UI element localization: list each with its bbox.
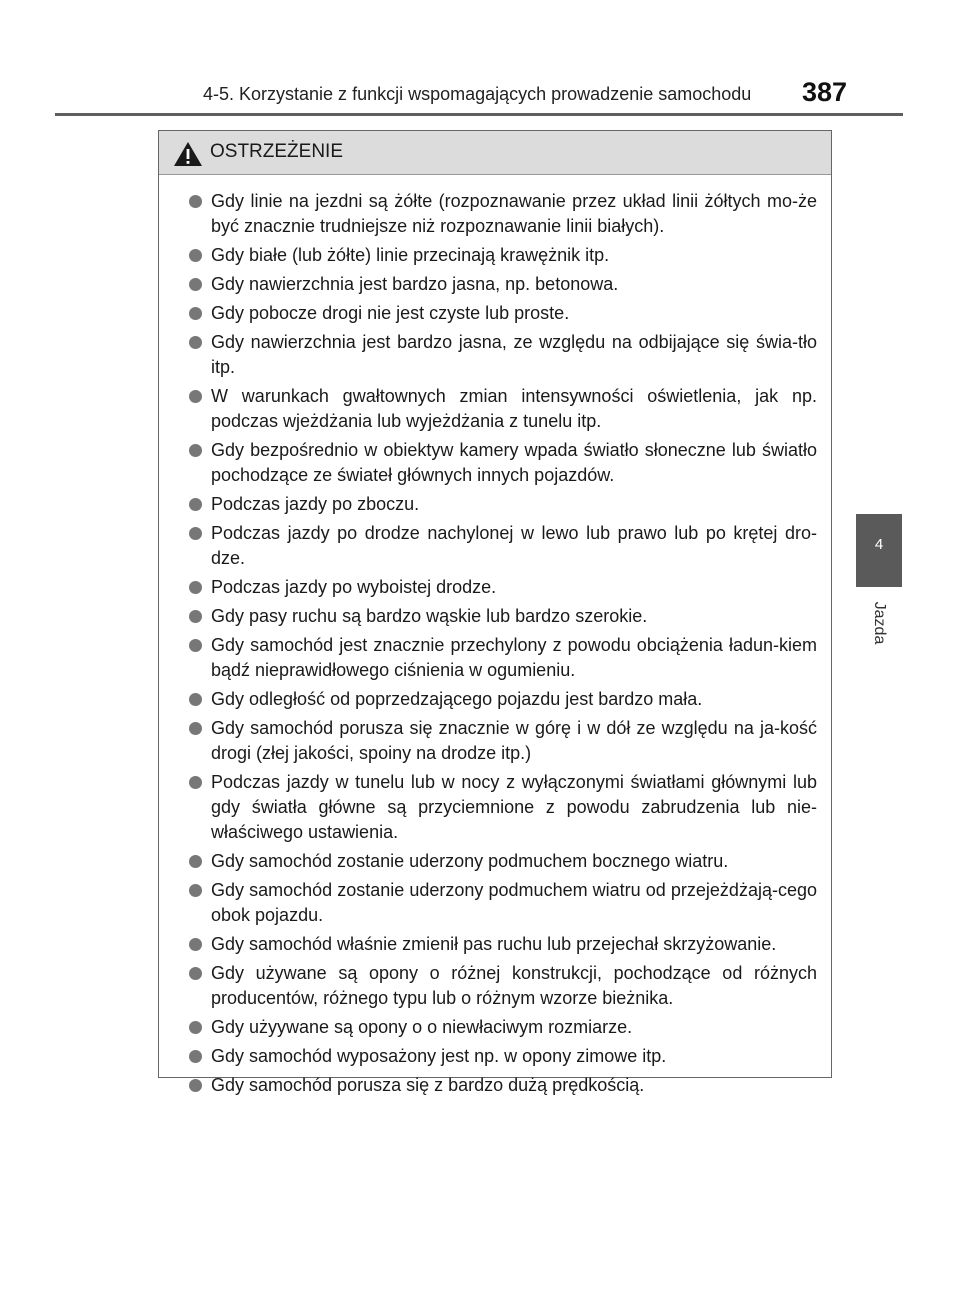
bullet-icon [189, 249, 202, 262]
list-item-text: Gdy używane są opony o różnej konstrukcji, pochodzące od różnych producentów, różnego typu lub o różnym wzorze bieżnika. [211, 963, 817, 1008]
bullet-icon [189, 307, 202, 320]
list-item [189, 1015, 817, 1040]
bullet-icon [189, 855, 202, 868]
list-item-text: Gdy bezpośrednio w obiektyw kamery wpada światło słoneczne lub światło pochodzące ze świateł głównych innych pojazdów. [211, 440, 817, 485]
list-item-text: Gdy nawierzchnia jest bardzo jasna, np. betonowa. [211, 274, 619, 294]
bullet-icon [189, 390, 202, 403]
bullet-icon [189, 195, 202, 208]
bullet-icon [189, 610, 202, 623]
warning-triangle-icon [173, 141, 203, 167]
list-item [189, 961, 817, 1011]
list-item [189, 272, 817, 297]
chapter-name: Jazda [871, 601, 888, 645]
list-item [189, 878, 817, 928]
list-item [189, 492, 817, 517]
list-item-text: Podczas jazdy po zboczu. [211, 494, 420, 514]
list-item-text: Gdy samochód porusza się znacznie w górę i w dół ze względu na ja-kość drogi (złej jakości, spoiny na drodze itp.) [211, 718, 817, 763]
list-item-text: Gdy samochód jest znacznie przechylony z powodu obciążenia ładun-kiem bądź nieprawidłowego ciśnienia w ogumieniu. [211, 635, 817, 680]
warning-title: OSTRZEŻENIE [210, 141, 344, 162]
bullet-icon [189, 444, 202, 457]
list-item-text: Gdy odległość od poprzedzającego pojazdu jest bardzo mała. [211, 689, 703, 709]
bullet-icon [189, 278, 202, 291]
list-item [189, 716, 817, 766]
bullet-icon [189, 581, 202, 594]
page-number: 387 [802, 77, 848, 107]
list-item-text: Gdy pobocze drogi nie jest czyste lub proste. [211, 303, 570, 323]
list-item [189, 243, 817, 268]
list-item [189, 849, 817, 874]
list-item-text: Gdy samochód właśnie zmienił pas ruchu lub przejechał skrzyżowanie. [211, 934, 777, 954]
chapter-number: 4 [874, 536, 884, 553]
list-item [189, 575, 817, 600]
list-item-text: Podczas jazdy po drodze nachylonej w lewo lub prawo lub po krętej dro-dze. [211, 523, 817, 568]
list-item-text: Gdy samochód wyposażony jest np. w opony zimowe itp. [211, 1046, 667, 1066]
bullet-icon [189, 1079, 202, 1092]
list-item-text: Gdy samochód zostanie uderzony podmuchem bocznego wiatru. [211, 851, 729, 871]
list-item-text: Gdy pasy ruchu są bardzo wąskie lub bardzo szerokie. [211, 606, 648, 626]
page-header [0, 0, 960, 116]
list-item-text: Podczas jazdy po wyboistej drodze. [211, 577, 497, 597]
list-item [189, 384, 817, 434]
bullet-icon [189, 967, 202, 980]
list-item [189, 770, 817, 845]
warning-box [158, 130, 832, 1095]
section-title: 4-5. Korzystanie z funkcji wspomagających prowadzenie samochodu [203, 84, 752, 104]
bullet-icon [189, 498, 202, 511]
bullet-icon [189, 722, 202, 735]
bullet-icon [189, 938, 202, 951]
chapter-tab [856, 514, 902, 587]
list-item [189, 687, 817, 712]
bullet-icon [189, 336, 202, 349]
warning-header [159, 131, 831, 175]
list-item-text: Podczas jazdy w tunelu lub w nocy z wyłączonymi światłami głównymi lub gdy światła główne są przyciemnione z powodu zabrudzenia lub nie-właściwego ustawienia. [211, 772, 817, 842]
bullet-icon [189, 884, 202, 897]
list-item-text: W warunkach gwałtownych zmian intensywności oświetlenia, jak np. podczas wjeżdżania lub wyjeżdżania z tunelu itp. [211, 386, 817, 431]
list-item-text: Gdy użyywane są opony o o niewłaciwym rozmiarze. [211, 1017, 633, 1037]
list-item [189, 189, 817, 239]
list-item-text: Gdy samochód zostanie uderzony podmuchem wiatru od przejeżdżają-cego obok pojazdu. [211, 880, 817, 925]
list-item [189, 633, 817, 683]
bullet-icon [189, 527, 202, 540]
list-item [189, 521, 817, 571]
list-item [189, 932, 817, 957]
bullet-icon [189, 1021, 202, 1034]
chapter-label [862, 593, 896, 653]
list-item-text: Gdy białe (lub żółte) linie przecinają krawężnik itp. [211, 245, 610, 265]
list-item-text: Gdy nawierzchnia jest bardzo jasna, ze względu na odbijające się świa-tło itp. [211, 332, 817, 377]
list-item-text: Gdy linie na jezdni są żółte (rozpoznawanie przez układ linii żółtych mo-że być znacznie trudniejsze niż rozpoznawanie linii białych). [211, 191, 817, 236]
list-item [189, 604, 817, 629]
bullet-icon [189, 1050, 202, 1063]
warning-list [159, 175, 831, 1098]
bullet-icon [189, 639, 202, 652]
list-item [189, 1073, 817, 1098]
list-item-text: Gdy samochód porusza się z bardzo dużą prędkością. [211, 1075, 645, 1095]
list-item [189, 1044, 817, 1069]
bullet-icon [189, 776, 202, 789]
header-divider [55, 113, 903, 116]
list-item [189, 301, 817, 326]
list-item [189, 438, 817, 488]
list-item [189, 330, 817, 380]
bullet-icon [189, 693, 202, 706]
